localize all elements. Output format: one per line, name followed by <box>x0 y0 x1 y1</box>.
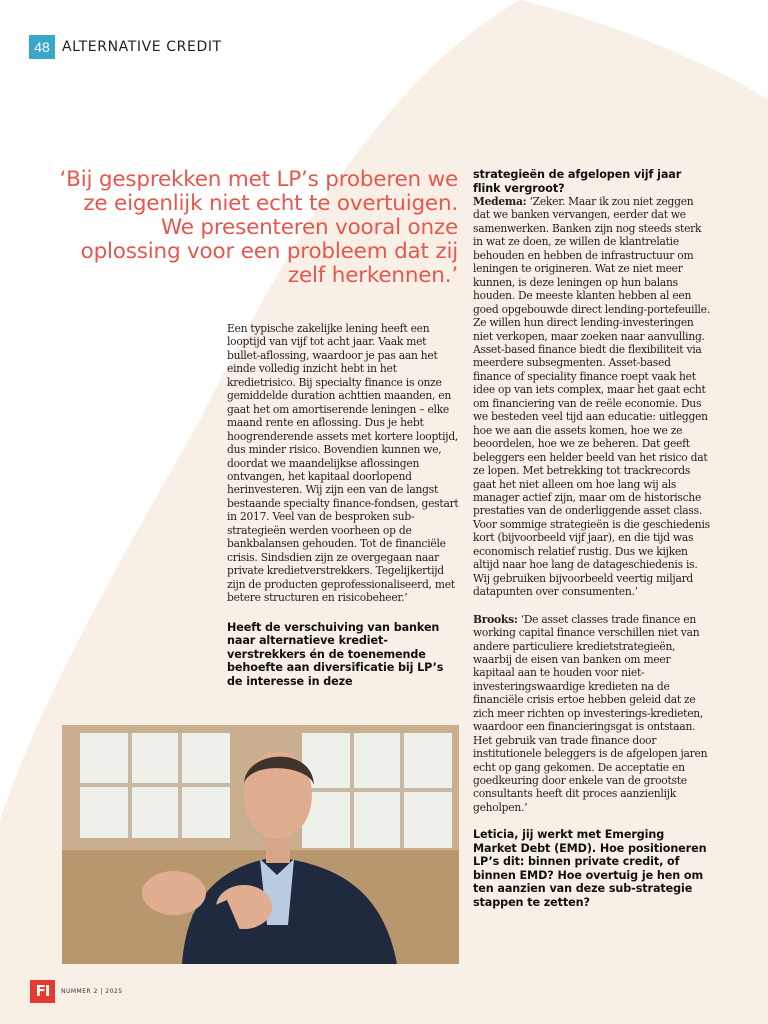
page-header <box>29 35 222 59</box>
issue-label: NUMMER 2 | 2025 <box>61 988 123 995</box>
section-title: ALTERNATIVE CREDIT <box>62 39 222 55</box>
interview-question-2: Leticia, jij werkt met Emerging Market Debt (EMD). Hoe positioneren LP’s dit: binnen private credit, of binnen EMD? Hoe overtuig je hen om ten aanzien van deze sub-strategie stappen te zetten? <box>473 828 707 909</box>
right-column <box>473 168 711 909</box>
page-number: 48 <box>29 35 55 59</box>
speaker-name: Brooks: <box>473 612 518 626</box>
answer-text: ‘De asset classes trade finance en working capital finance verschillen niet van andere particuliere kredietstrategieën, waarbij de eisen van banken om meer kapitaal aan te houden voor niet-investeringswaardige kredieten na de financiële crisis ertoe hebben geleid dat ze zich meer richten op investerings-kredieten, waardoor een financieringsgat is ontstaan. Het gebruik van trade finance door institutionele beleggers is de afgelopen jaren echt op gang gekomen. De acceptatie en goedkeuring door enkele van de grootste consultants heeft dit proces aanzienlijk geholpen.’ <box>473 612 708 814</box>
page-footer <box>30 980 123 1003</box>
left-column <box>227 322 459 688</box>
interview-question-continued: strategieën de afgelopen vijf jaar flink vergroot? <box>473 168 682 195</box>
body-paragraph: Een typische zakelijke lening heeft een looptijd van vijf tot acht jaar. Vaak met bullet-aflossing, waardoor je pas aan het einde volledig inzicht hebt in het kredietrisico. Bij specialty finance is onze gemiddelde duration achttien maanden, en gaat het om amortiserende leningen – elke maand rente en aflossing. Dus je hebt hoogrenderende assets met kortere looptijd, dus minder risico. Bovendien kunnen we, doordat we maandelijkse aflossingen ontvangen, het kapitaal doorlopend herinvesteren. Wij zijn een van de langst bestaande specialty finance-fondsen, gestart in 2017. Veel van de besproken sub-strategieën werden voorheen op de bankbalansen gehouden. Tot de financiële crisis. Sindsdien zijn ze overgegaan naar private kredietverstrekkers. Tegelijkertijd zijn de producten geprofessionaliseerd, met betere structuren en risicobeheer.’ <box>227 322 459 605</box>
magazine-logo: FI <box>30 980 55 1003</box>
answer-text: ‘Zeker. Maar ik zou niet zeggen dat we banken vervangen, eerder dat we samenwerken. Banken zijn nog steeds sterk in wat ze doen, ze willen de klantrelatie behouden en hebben de infrastructuur om leningen te origineren. Wat ze niet meer kunnen, is deze leningen op hun balans houden. De meeste klanten hebben al een goed opgebouwde direct lending-portefeuille. Ze willen hun direct lending-investeringen niet verkopen, maar zoeken naar aanvulling. Asset-based finance biedt die flexibiliteit via meerdere subsegmenten. Asset-based finance of speciality finance roept vaak het idee op van iets complex, maar het gaat echt om financiering van de reële economie. Dus we besteden veel tijd aan educatie: uitleggen hoe we aan die assets komen, hoe we ze beoordelen, hoe we ze beheren. Dat geeft beleggers een helder beeld van het risico dat ze lopen. Met betrekking tot trackrecords gaat het niet alleen om hoe lang wij als manager actief zijn, maar om de historische prestaties van de onderliggende asset class. Voor sommige strategieën is die geschiedenis kort (bijvoorbeeld vijf jaar), en die tijd was economisch relatief rustig. Dus we kijken altijd naar hoe lang de datageschiedenis is. Wij gebruiken bijvoorbeeld veertig miljard datapunten over consumenten.’ <box>473 195 710 599</box>
portrait-photo <box>62 725 459 964</box>
interview-question: Heeft de verschuiving van banken naar alternatieve krediet-verstrekkers én de toenemende behoefte aan diversificatie bij LP’s de interesse in deze <box>227 620 444 688</box>
answer-medema <box>473 195 711 599</box>
speaker-name: Medema: <box>473 195 527 208</box>
answer-brooks <box>473 613 711 815</box>
pull-quote: ‘Bij gesprekken met LP’s proberen we ze eigenlijk niet echt te overtuigen. We presenteren vooral onze oplossing voor een probleem dat zij zelf herkennen.’ <box>59 167 458 288</box>
